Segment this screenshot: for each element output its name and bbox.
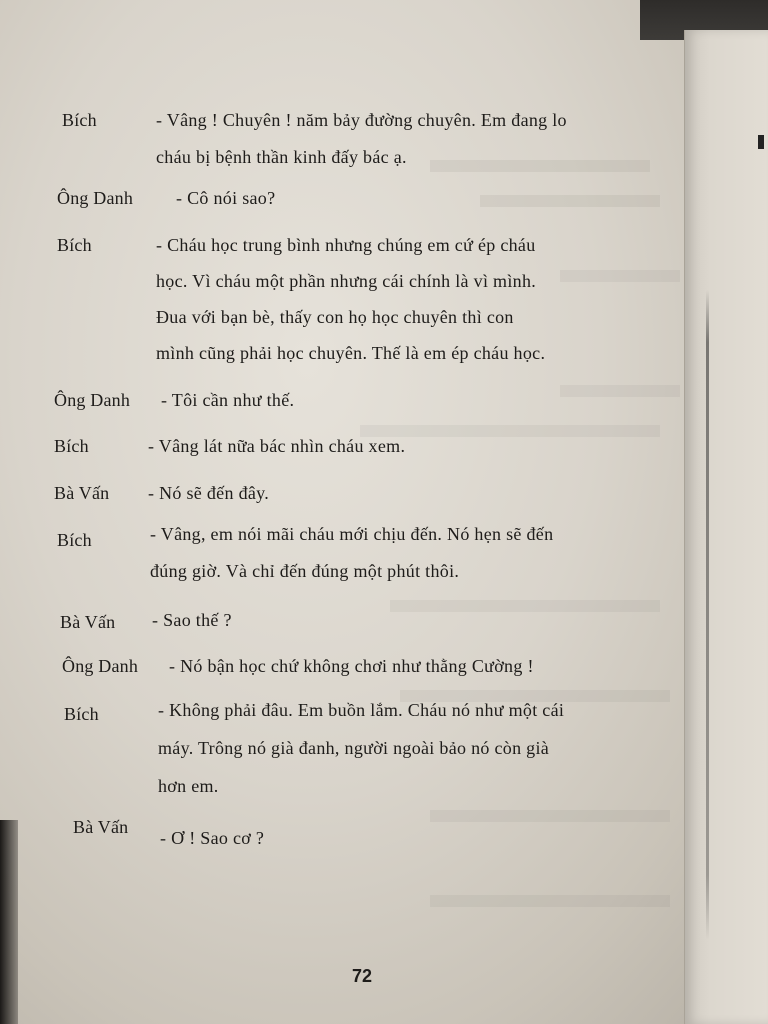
speaker-name: Bà Vấn xyxy=(73,817,129,837)
dialogue-line: - Cô nói sao? xyxy=(176,188,276,208)
dialogue-line: đúng giờ. Và chỉ đến đúng một phút thôi. xyxy=(150,561,460,581)
speaker-name: Bích xyxy=(62,110,97,130)
speaker-name: Bà Vấn xyxy=(60,612,116,632)
dialogue-line: - Vâng, em nói mãi cháu mới chịu đến. Nó hẹn sẽ đến xyxy=(150,524,554,544)
dialogue-line: - Nó bận học chứ không chơi như thằng Cường ! xyxy=(169,656,534,676)
dialogue-line: học. Vì cháu một phần nhưng cái chính là vì mình. xyxy=(156,271,537,291)
dialogue-line: - Vâng ! Chuyên ! năm bảy đường chuyên. Em đang lo xyxy=(156,110,567,130)
dialogue-line: - Ơ ! Sao cơ ? xyxy=(160,828,265,848)
dialogue-line: - Nó sẽ đến đây. xyxy=(148,483,270,503)
dialogue-line: - Tôi cần như thế. xyxy=(161,390,295,410)
dialogue-line: máy. Trông nó già đanh, người ngoài bảo nó còn già xyxy=(158,738,550,758)
speaker-name: Bích xyxy=(64,704,99,724)
page-number: 72 xyxy=(352,966,373,986)
dialogue-line: hơn em. xyxy=(158,776,219,796)
dialogue-line: mình cũng phải học chuyên. Thế là em ép cháu học. xyxy=(156,343,546,363)
dialogue-line: - Sao thế ? xyxy=(152,610,232,630)
speaker-name: Ông Danh xyxy=(62,656,139,676)
speaker-name: Bích xyxy=(54,436,89,456)
dialogue-line: cháu bị bệnh thần kinh đấy bác ạ. xyxy=(156,147,407,167)
speaker-name: Ông Danh xyxy=(57,188,134,208)
speaker-name: Bích xyxy=(57,235,92,255)
speaker-name: Ông Danh xyxy=(54,390,131,410)
dialogue-line: - Cháu học trung bình nhưng chúng em cứ ép cháu xyxy=(156,235,536,255)
dialogue-line: - Vâng lát nữa bác nhìn cháu xem. xyxy=(148,436,406,456)
speaker-name: Bà Vấn xyxy=(54,483,110,503)
speaker-name: Bích xyxy=(57,530,92,550)
dialogue-line: - Không phải đâu. Em buồn lắm. Cháu nó như một cái xyxy=(158,700,565,720)
dialogue-line: Đua với bạn bè, thấy con họ học chuyên thì con xyxy=(156,307,514,327)
